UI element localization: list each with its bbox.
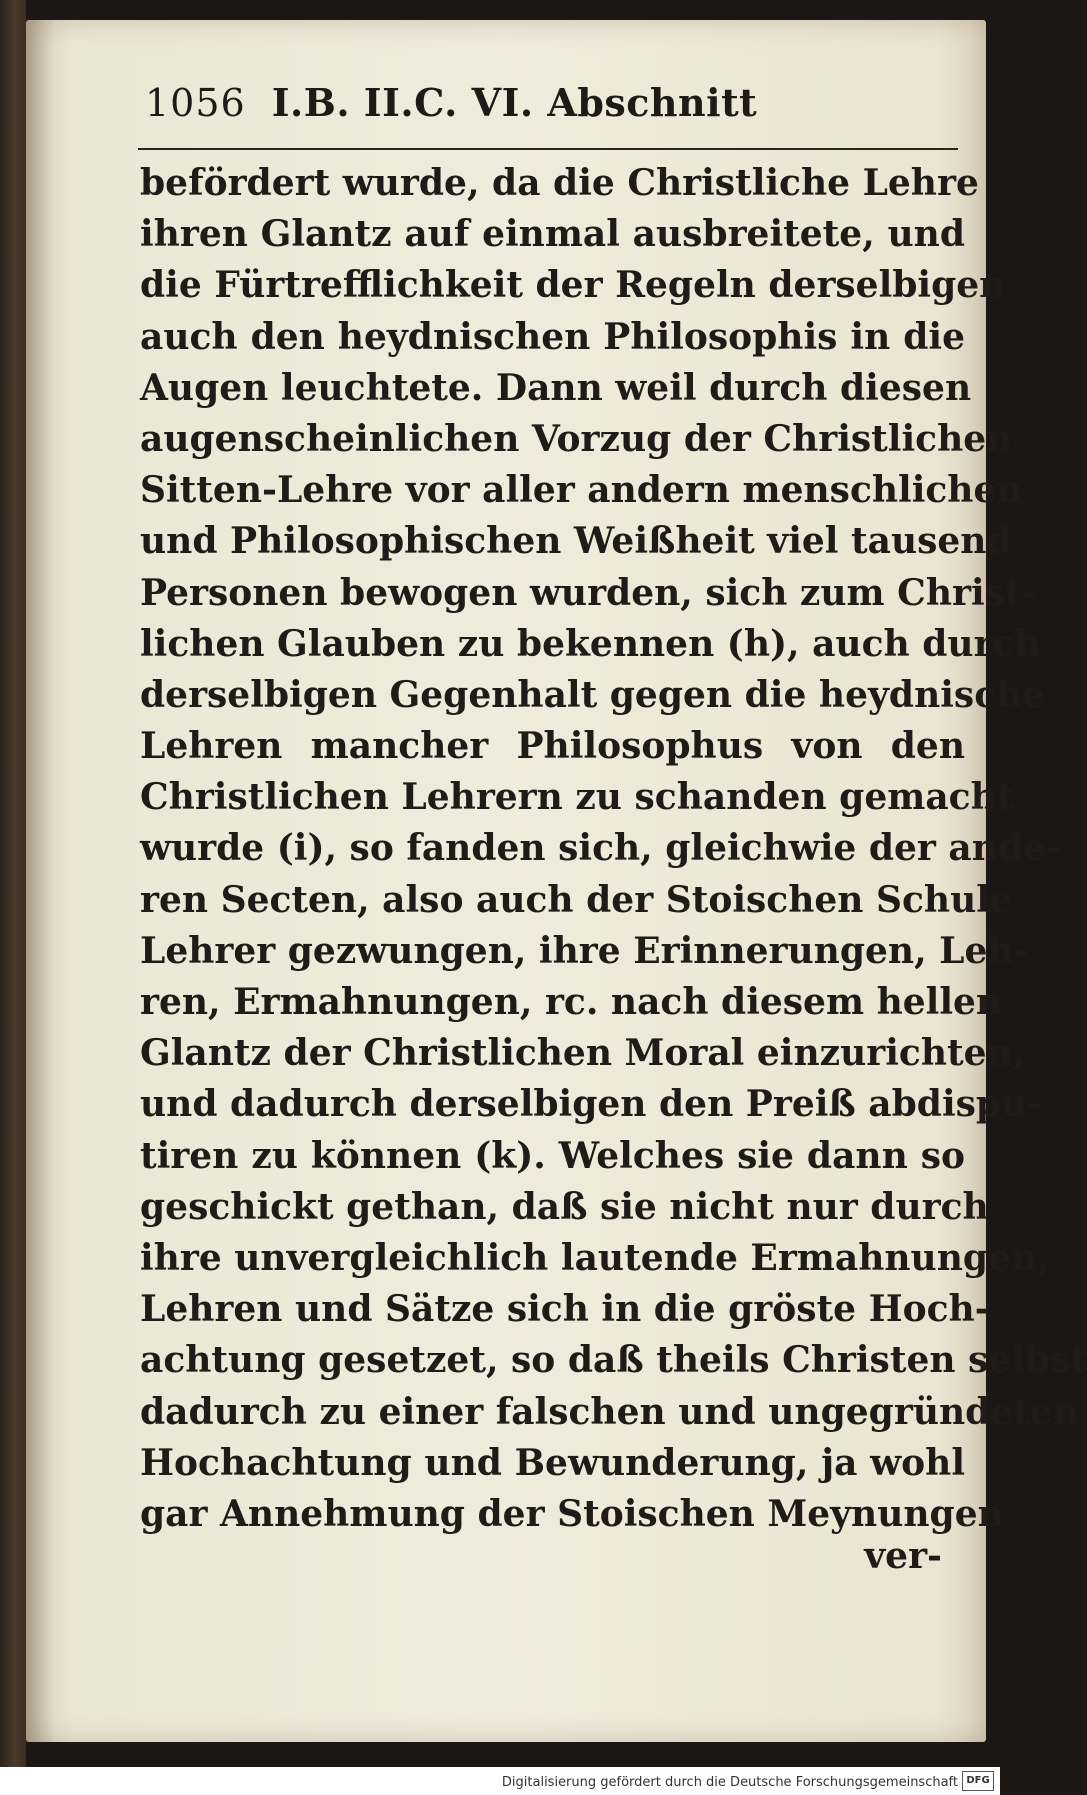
text-line: Christlichen Lehrern zu schanden gemacht: [140, 776, 1014, 819]
text-line: achtung gesetzet, so daß theils Christen selbst: [140, 1339, 1087, 1382]
header-rule: [138, 148, 958, 150]
catchword: ver-: [864, 1535, 942, 1577]
text-line: ren Secten, also auch der Stoischen Schule: [140, 878, 1013, 921]
text-line: augenscheinlichen Vorzug der Christlichen: [140, 417, 1013, 460]
text-line: ihren Glantz auf einmal ausbreitete, und: [140, 213, 965, 256]
text-line: Personen bewogen wurden, sich zum Christ-: [140, 571, 1037, 614]
text-line: Augen leuchtete. Dann weil durch diesen: [140, 366, 972, 409]
text-line: geschickt gethan, daß sie nicht nur durch: [140, 1185, 989, 1228]
text-line: Sitten-Lehre vor aller andern menschlichen: [140, 469, 1023, 512]
text-line: derselbigen Gegenhalt gegen die heydnische: [140, 673, 1046, 716]
text-line: auch den heydnischen Philosophis in die: [140, 315, 965, 358]
text-line: ren, Ermahnungen, rc. nach diesem hellen: [140, 981, 1003, 1023]
funding-credit: Digitalisierung gefördert durch die Deutsche Forschungsgemeinschaft: [501, 1775, 958, 1790]
text-line: gar Annehmung der Stoischen Meynungen: [140, 1492, 1004, 1535]
page-gutter-shadow: [26, 20, 54, 1742]
text-line: Lehren und Sätze sich in die gröste Hoch-: [140, 1288, 990, 1331]
footer-bar: [0, 1767, 1000, 1795]
text-line: dadurch zu einer falschen und ungegründeten: [140, 1390, 1079, 1433]
text-line: Hochachtung und Bewunderung, ja wohl: [140, 1441, 965, 1484]
text-line: Lehren mancher Philosophus von den: [140, 725, 965, 768]
text-line: Lehrer gezwungen, ihre Erinnerungen, Leh-: [140, 929, 1029, 972]
text-line: die Fürtrefflichkeit der Regeln derselbigen: [140, 264, 1006, 307]
text-line: tiren zu können (k). Welches sie dann so: [140, 1134, 965, 1177]
text-line: wurde (i), so fanden sich, gleichwie der ande-: [140, 827, 1061, 870]
page-number: 1056: [145, 81, 246, 125]
book-spine: [0, 0, 26, 1795]
text-line: ihre unvergleichlich lautende Ermahnungen,: [140, 1236, 1050, 1279]
body-text: [140, 158, 1087, 1540]
running-head: I.B. II.C. VI. Abschnitt: [271, 80, 758, 125]
page-header: [145, 80, 845, 140]
text-line: lichen Glauben zu bekennen (h), auch durch: [140, 622, 1041, 665]
text-line: Glantz der Christlichen Moral einzurichten,: [140, 1032, 1026, 1075]
text-line: befördert wurde, da die Christliche Lehre: [140, 162, 979, 204]
dfg-logo: DFG: [962, 1771, 994, 1791]
text-line: und dadurch derselbigen den Preiß abdispu-: [140, 1083, 1043, 1126]
text-line: und Philosophischen Weißheit viel tausend: [140, 520, 1012, 563]
